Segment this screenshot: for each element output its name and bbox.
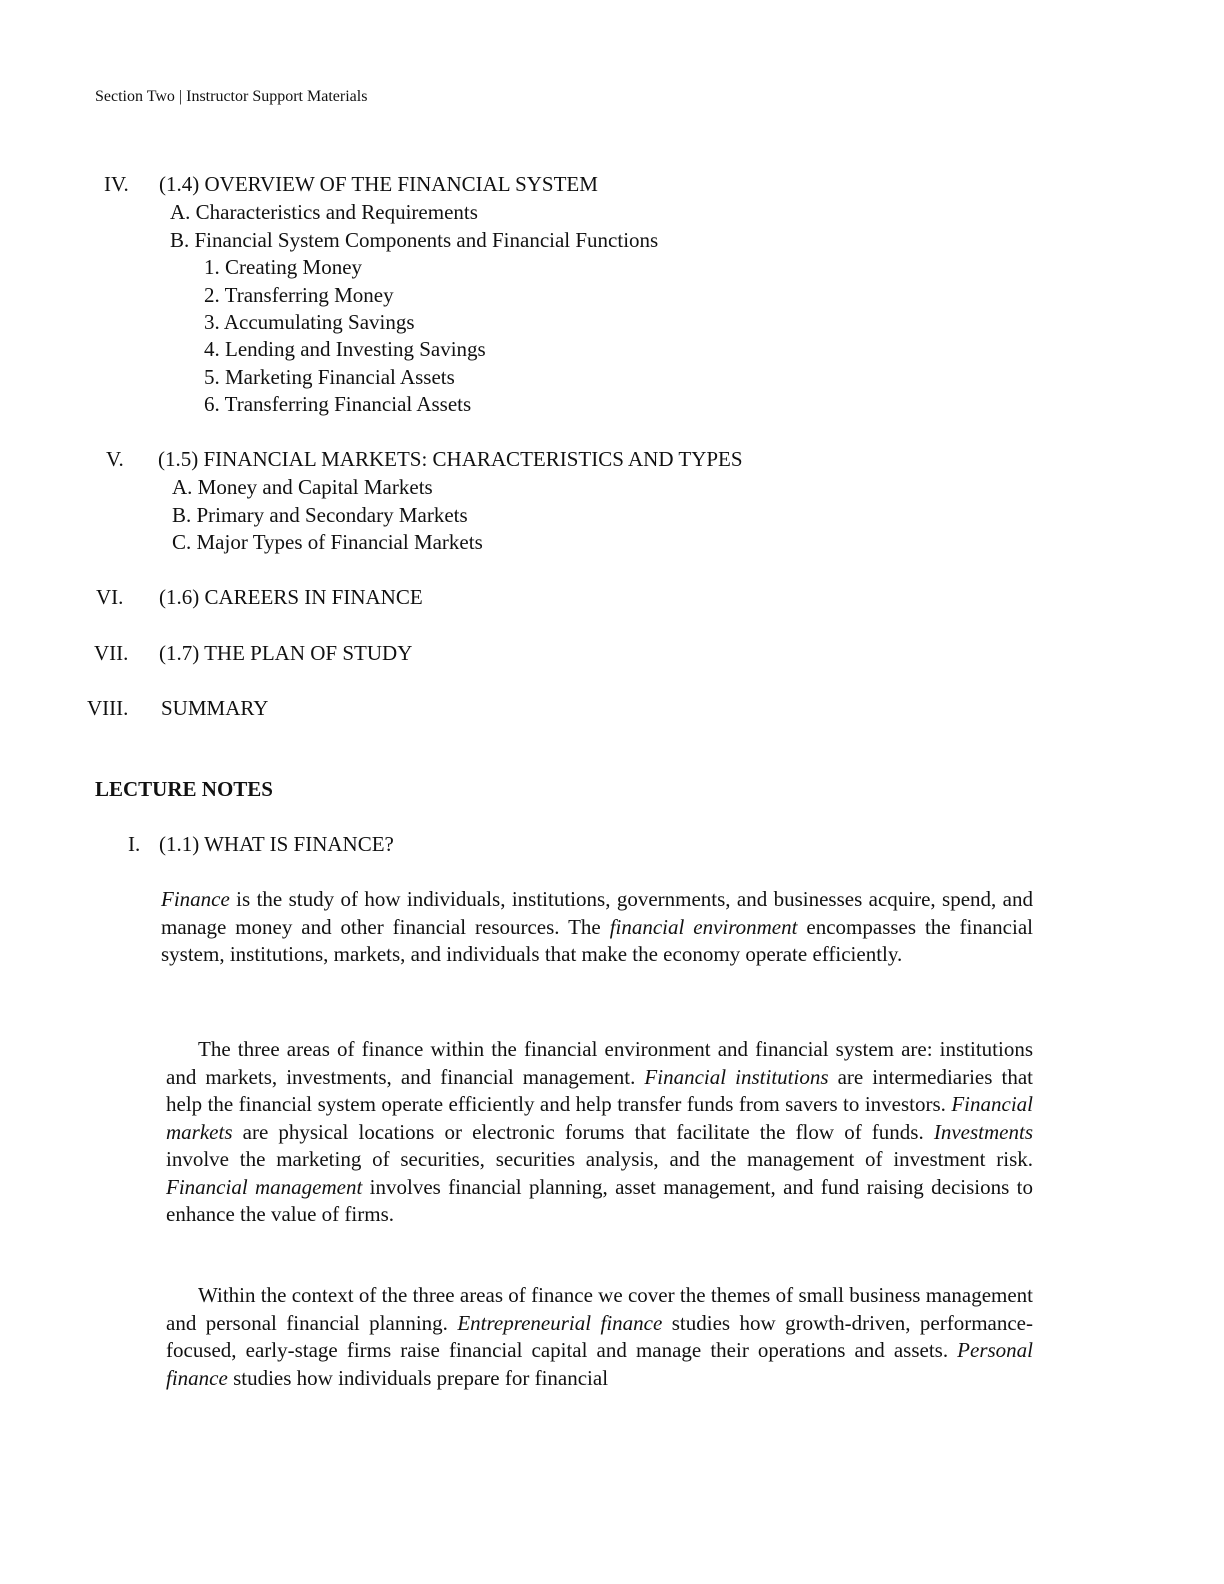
list-item: 1. Creating Money bbox=[204, 255, 363, 279]
paragraph-text: encompasses the financial system, institutions, markets, and individuals that make the economy operate efficiently. bbox=[161, 914, 1033, 966]
section-vi-title: (1.6) CAREERS IN FINANCE bbox=[159, 585, 423, 609]
paragraph-text: involves financial planning, asset management, and fund raising decisions to enhance the value of firms. bbox=[166, 1174, 1033, 1226]
section-i-title: (1.1) WHAT IS FINANCE? bbox=[159, 832, 394, 856]
term-entrepreneurial-finance: Entrepreneurial finance bbox=[457, 1310, 663, 1335]
section-v-item-b: B. Primary and Secondary Markets bbox=[172, 503, 468, 527]
paragraph-text: The three areas of finance within the financial environment and financial system are: institutions and markets, investments, and financial management. bbox=[166, 1037, 1033, 1089]
section-viii-title: SUMMARY bbox=[161, 696, 269, 720]
section-v-numeral: V. bbox=[106, 447, 124, 471]
paragraph-three-areas bbox=[166, 1036, 1033, 1229]
list-item: 5. Marketing Financial Assets bbox=[204, 365, 455, 389]
lecture-notes-heading: LECTURE NOTES bbox=[95, 777, 273, 801]
term-personal-finance: Personal finance bbox=[166, 1338, 1033, 1390]
paragraph-themes bbox=[166, 1282, 1033, 1392]
list-item: 6. Transferring Financial Assets bbox=[204, 392, 472, 416]
section-iv-title: (1.4) OVERVIEW OF THE FINANCIAL SYSTEM bbox=[159, 172, 598, 196]
section-iv-item-b: B. Financial System Components and Financial Functions bbox=[170, 228, 659, 252]
term-financial-management: Financial management bbox=[166, 1174, 363, 1199]
paragraph-text: is the study of how individuals, institutions, governments, and businesses acquire, spend, and manage money and other financial resources. The bbox=[161, 887, 1033, 939]
section-vii-numeral: VII. bbox=[94, 641, 129, 665]
list-item: 2. Transferring Money bbox=[204, 283, 394, 307]
section-viii-numeral: VIII. bbox=[87, 696, 129, 720]
section-v-item-c: C. Major Types of Financial Markets bbox=[172, 530, 483, 554]
term-financial-institutions: Financial institutions bbox=[644, 1064, 829, 1089]
paragraph-text: are intermediaries that help the financial system operate efficiently and help transfer funds from savers to investors. bbox=[166, 1064, 1033, 1116]
section-v-title: (1.5) FINANCIAL MARKETS: CHARACTERISTICS AND TYPES bbox=[158, 447, 743, 471]
section-iv-numeral: IV. bbox=[104, 172, 129, 196]
section-vii-title: (1.7) THE PLAN OF STUDY bbox=[159, 641, 413, 665]
section-vi-numeral: VI. bbox=[96, 585, 124, 609]
list-item: 4. Lending and Investing Savings bbox=[204, 337, 486, 361]
paragraph-text: studies how individuals prepare for financial bbox=[227, 1365, 609, 1390]
paragraph-text: are physical locations or electronic forums that facilitate the flow of funds. bbox=[232, 1119, 934, 1144]
section-iv-item-a: A. Characteristics and Requirements bbox=[170, 200, 478, 224]
paragraph-text: Within the context of the three areas of finance we cover the themes of small business management and personal financial planning. bbox=[166, 1283, 1033, 1335]
term-finance: Finance bbox=[161, 887, 230, 911]
section-v-item-a: A. Money and Capital Markets bbox=[172, 475, 433, 499]
term-investments: Investments bbox=[933, 1119, 1033, 1144]
paragraph-text: studies how growth-driven, performance-focused, early-stage firms raise financial capital and manage their operations and assets. bbox=[166, 1310, 1033, 1362]
page-header: Section Two | Instructor Support Materials bbox=[95, 88, 368, 105]
section-i-numeral: I. bbox=[128, 832, 141, 856]
paragraph-text: involve the marketing of securities, securities analysis, and the management of investment risk. bbox=[166, 1147, 1033, 1171]
term-financial-environment: financial environment bbox=[609, 914, 798, 939]
term-financial-markets: Financial markets bbox=[166, 1092, 1033, 1144]
paragraph-finance-definition bbox=[161, 886, 1033, 969]
list-item: 3. Accumulating Savings bbox=[204, 310, 415, 334]
